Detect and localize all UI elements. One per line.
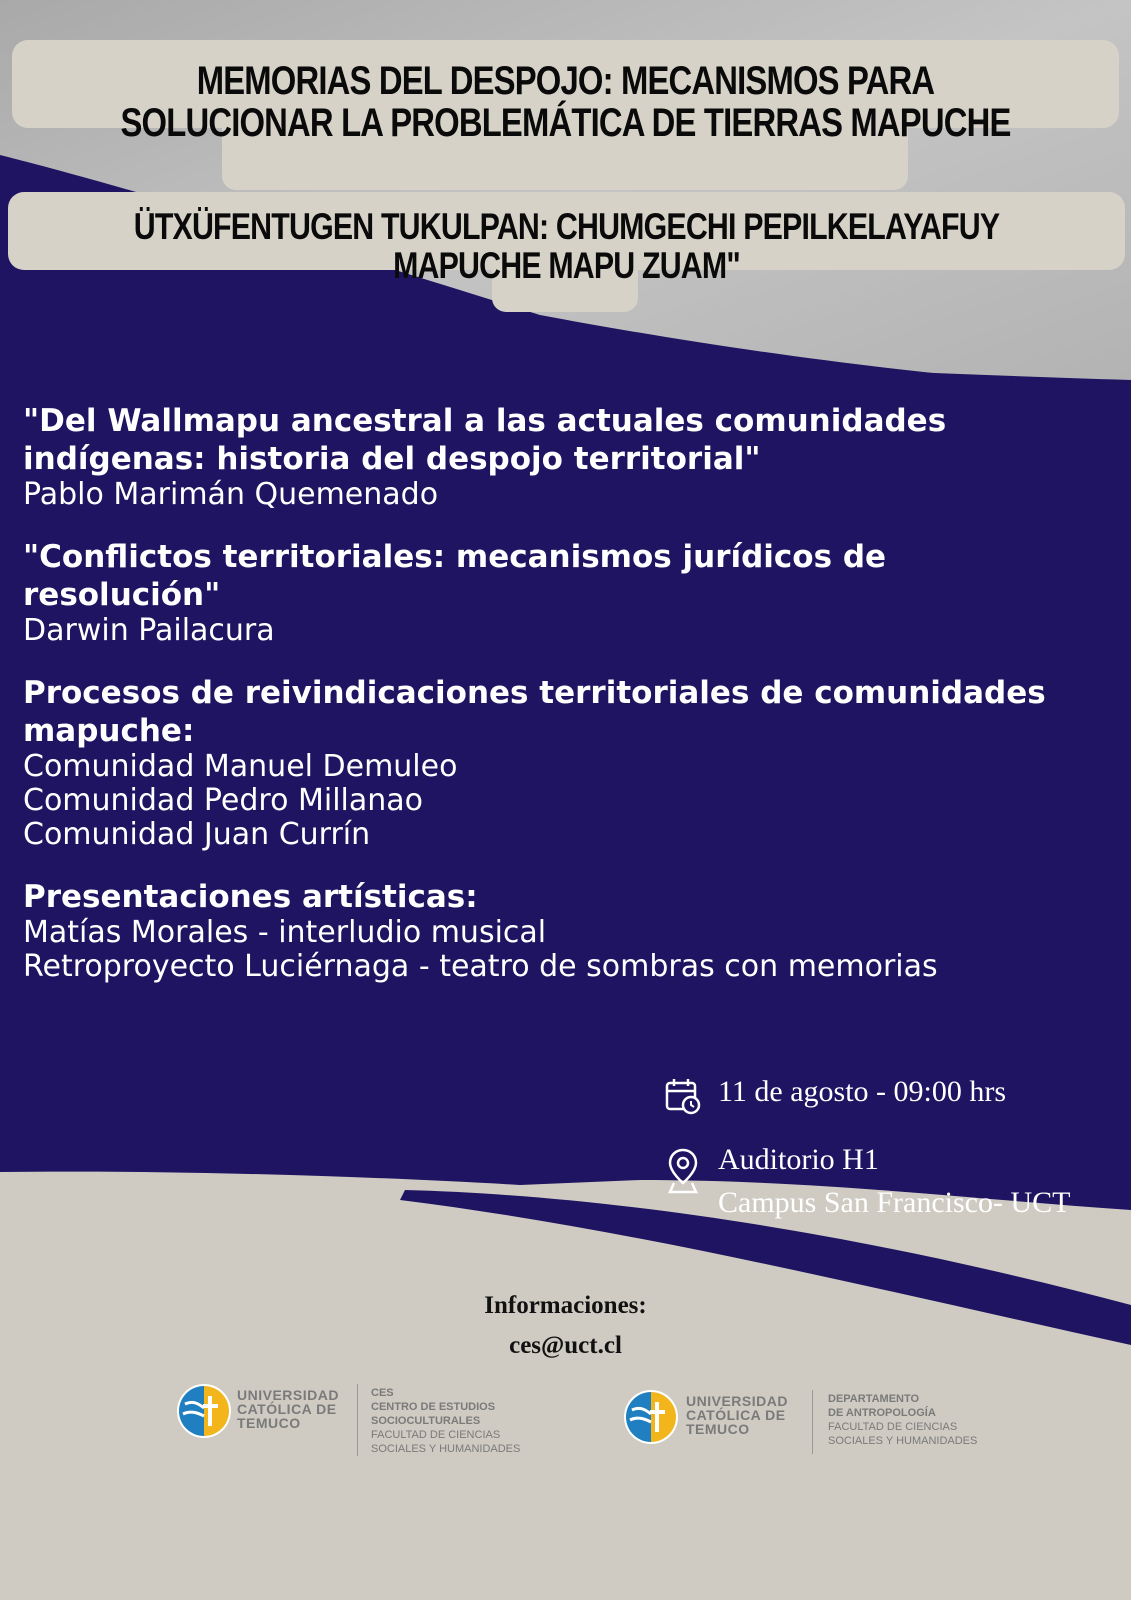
unit-name: [828, 1392, 977, 1448]
faculty-line: FACULTAD DE CIENCIAS: [371, 1429, 501, 1441]
calendar-clock-icon: [664, 1077, 702, 1115]
talk-title: "Conflictos territoriales: mecanismos jurídicos de: [23, 539, 887, 575]
university-line: TEMUCO: [686, 1421, 750, 1437]
talk-speaker: Pablo Marimán Quemenado: [23, 477, 439, 512]
main-title: [12, 40, 1119, 145]
artistic-section: [23, 878, 1113, 984]
talk-title: indígenas: historia del despojo territorial": [23, 441, 761, 477]
faculty-line: SOCIALES Y HUMANIDADES: [828, 1435, 978, 1447]
uct-emblem-icon: [622, 1388, 680, 1446]
artistic-item: Matías Morales - interludio musical: [23, 915, 547, 950]
processes-section: [23, 674, 1113, 852]
talk-1: [23, 402, 1113, 512]
talk-2: [23, 538, 1113, 648]
campus-text: Campus San Francisco- UCT: [718, 1186, 1071, 1219]
university-name: [237, 1388, 339, 1430]
talk-speaker: Darwin Pailacura: [23, 613, 275, 648]
processes-heading: mapuche:: [23, 713, 195, 749]
logo-divider: [812, 1390, 813, 1454]
unit-line: CES: [371, 1387, 394, 1399]
event-location: [664, 1143, 1124, 1223]
program: [23, 402, 1113, 1010]
event-date-text: 11 de agosto - 09:00 hrs: [718, 1075, 1007, 1108]
unit-line: DEPARTAMENTO: [828, 1393, 920, 1405]
unit-name: [371, 1386, 520, 1456]
artistic-item: Retroproyecto Luciérnaga - teatro de sombras con memorias: [23, 949, 938, 984]
contact-email[interactable]: ces@uct.cl: [509, 1332, 622, 1359]
uct-antropologia-logo: [622, 1386, 1002, 1466]
community-item: Comunidad Juan Currín: [23, 817, 371, 852]
community-item: Comunidad Pedro Millanao: [23, 783, 424, 818]
university-line: CATÓLICA DE: [237, 1401, 337, 1417]
logo-divider: [357, 1384, 358, 1456]
map-pin-icon: [664, 1147, 702, 1195]
subtitle-mapudungun: [8, 192, 1125, 286]
unit-line: CENTRO DE ESTUDIOS: [371, 1401, 496, 1413]
artistic-heading: Presentaciones artísticas:: [23, 879, 478, 915]
unit-line: SOCIOCULTURALES: [371, 1415, 481, 1427]
university-line: TEMUCO: [237, 1415, 301, 1431]
unit-line: DE ANTROPOLOGÍA: [828, 1407, 936, 1419]
faculty-line: FACULTAD DE CIENCIAS: [828, 1421, 958, 1433]
university-line: CATÓLICA DE: [686, 1407, 786, 1423]
venue-text: Auditorio H1: [718, 1143, 879, 1176]
main-title-text: MEMORIAS DEL DESPOJO: MECANISMOS PARA SOLUCIONAR LA PROBLEMÁTICA DE TIERRAS MAPUCHE: [120, 59, 1011, 145]
university-line: UNIVERSIDAD: [237, 1387, 339, 1403]
uct-emblem-icon: [175, 1382, 233, 1440]
subtitle-text: ÜTXÜFENTUGEN TUKULPAN: CHUMGECHI PEPILKELAYAFUY MAPUCHE MAPU ZUAM": [133, 206, 1000, 286]
university-name: [686, 1394, 788, 1436]
university-line: UNIVERSIDAD: [686, 1393, 788, 1409]
processes-heading: Procesos de reivindicaciones territoriales de comunidades: [23, 675, 1046, 711]
contact-label: Informaciones:: [484, 1292, 647, 1319]
talk-title: "Del Wallmapu ancestral a las actuales comunidades: [23, 403, 947, 439]
community-item: Comunidad Manuel Demuleo: [23, 749, 458, 784]
uct-ces-logo: [175, 1380, 545, 1460]
event-date: [664, 1075, 1124, 1115]
faculty-line: SOCIALES Y HUMANIDADES: [371, 1443, 521, 1455]
talk-title: resolución": [23, 577, 221, 613]
